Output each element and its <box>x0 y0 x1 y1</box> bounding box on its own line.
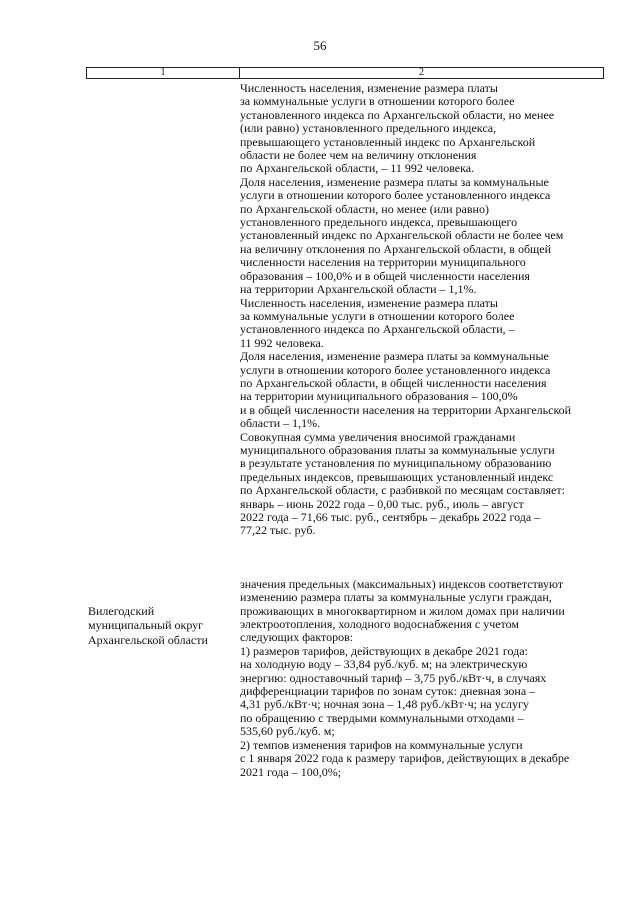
vilegodsky-block <box>240 578 604 779</box>
text-line: за коммунальные услуги в отношении которого более <box>240 308 515 323</box>
text-line: Численность населения, изменение размера платы <box>240 81 498 95</box>
text-line: на территории Архангельской области – 1,1%. <box>240 282 477 297</box>
text-line: январь – июнь 2022 года – 0,00 тыс. руб., июль – август <box>240 496 524 511</box>
text-line: услуги в отношении которого более установленного индекса <box>240 362 551 377</box>
text-line: образования – 100,0% и в общей численности населения <box>240 268 530 283</box>
text-line: и в общей численности населения на территории Архангельской <box>240 402 572 417</box>
text-line: Численность населения, изменение размера платы <box>240 295 498 310</box>
text-line: услуги в отношении которого более установленного индекса <box>240 188 551 203</box>
page-number: 56 <box>313 38 327 53</box>
text-line: 11 992 человека. <box>240 335 324 350</box>
text-line: в результате установления по муниципальному образованию <box>240 456 552 471</box>
text-line: численности населения на территории муниципального <box>240 255 526 270</box>
text-line: по Архангельской области, с разбивкой по месяцам составляет: <box>240 483 565 498</box>
column-1-number: 1 <box>87 68 240 78</box>
municipality-line: Вилегодский <box>88 604 155 618</box>
text-line: установленного индекса по Архангельской области, – <box>240 322 515 337</box>
municipality-line: муниципальный округ <box>88 618 204 633</box>
text-line: на холодную воду – 33,84 руб./куб. м; на электрическую <box>240 657 528 672</box>
text-line: Доля населения, изменение размера платы за коммунальные <box>240 174 549 189</box>
text-line: Совокупная сумма увеличения вносимой гражданами <box>240 429 516 444</box>
text-line: 4,31 руб./кВт·ч; ночная зона – 1,48 руб./кВт·ч; на услугу <box>240 697 529 712</box>
text-line: по Архангельской области, в общей численности населения <box>240 375 547 390</box>
text-line: установленного предельного индекса, превышающего <box>240 215 518 230</box>
municipality-line: Архангельской области <box>88 632 208 647</box>
text-line: 2021 года – 100,0%; <box>240 764 342 779</box>
text-line: изменению размера платы за коммунальные услуги граждан, <box>240 590 552 605</box>
text-line: предельных индексов, превышающих установленный индекс <box>240 469 554 484</box>
text-line: за коммунальные услуги в отношении которого более <box>240 94 515 109</box>
text-line: установленный индекс по Архангельской области не более чем <box>240 228 564 243</box>
text-line: на величину отклонения по Архангельской области, в общей <box>240 241 552 256</box>
text-line: электроотопления, холодного водоснабжения с учетом <box>240 617 519 632</box>
text-line: области не более чем на величину отклонения <box>240 148 477 163</box>
municipality-name <box>88 604 233 647</box>
indicator-text <box>240 82 604 779</box>
text-line: 2) темпов изменения тарифов на коммунальные услуги <box>240 737 523 752</box>
text-line: области – 1,1%. <box>240 416 321 431</box>
text-line: энергию: одноставочный тариф – 3,75 руб./кВт·ч, в случаях <box>240 670 547 685</box>
row-spacer <box>240 538 604 578</box>
text-line: 2022 года – 71,66 тыс. руб., сентябрь – декабрь 2022 года – <box>240 510 541 524</box>
text-line: Доля населения, изменение размера платы за коммунальные <box>240 349 549 364</box>
text-line: (или равно) установленного предельного индекса, <box>240 121 497 136</box>
column-2-number: 2 <box>419 67 424 78</box>
text-line: 1) размеров тарифов, действующих в декабре 2021 года: <box>240 643 528 658</box>
text-line: проживающих в многоквартирном и жилом домах при наличии <box>240 603 565 618</box>
text-line: по Архангельской области, – 11 992 человека. <box>240 161 475 176</box>
text-line: по обращению с твердыми коммунальными отходами – <box>240 710 524 725</box>
text-line: дифференциации тарифов по зонам суток: дневная зона – <box>240 684 536 699</box>
table-column-header <box>86 67 604 79</box>
previous-municipality-block <box>240 82 604 538</box>
text-line: следующих факторов: <box>240 630 354 645</box>
text-line: на территории муниципального образования – 100,0% <box>240 389 518 404</box>
text-line: 535,60 руб./куб. м; <box>240 724 335 739</box>
text-line: превышающего установленный индекс по Архангельской <box>240 134 536 149</box>
text-line: муниципального образования платы за коммунальные услуги <box>240 442 555 457</box>
text-line: значения предельных (максимальных) индексов соответствуют <box>240 576 564 591</box>
text-line: установленного индекса по Архангельской области, но менее <box>240 107 555 122</box>
text-line: с 1 января 2022 года к размеру тарифов, действующих в декабре <box>240 751 570 766</box>
text-line: 77,22 тыс. руб. <box>240 523 316 538</box>
text-line: по Архангельской области, но менее (или равно) <box>240 201 489 216</box>
